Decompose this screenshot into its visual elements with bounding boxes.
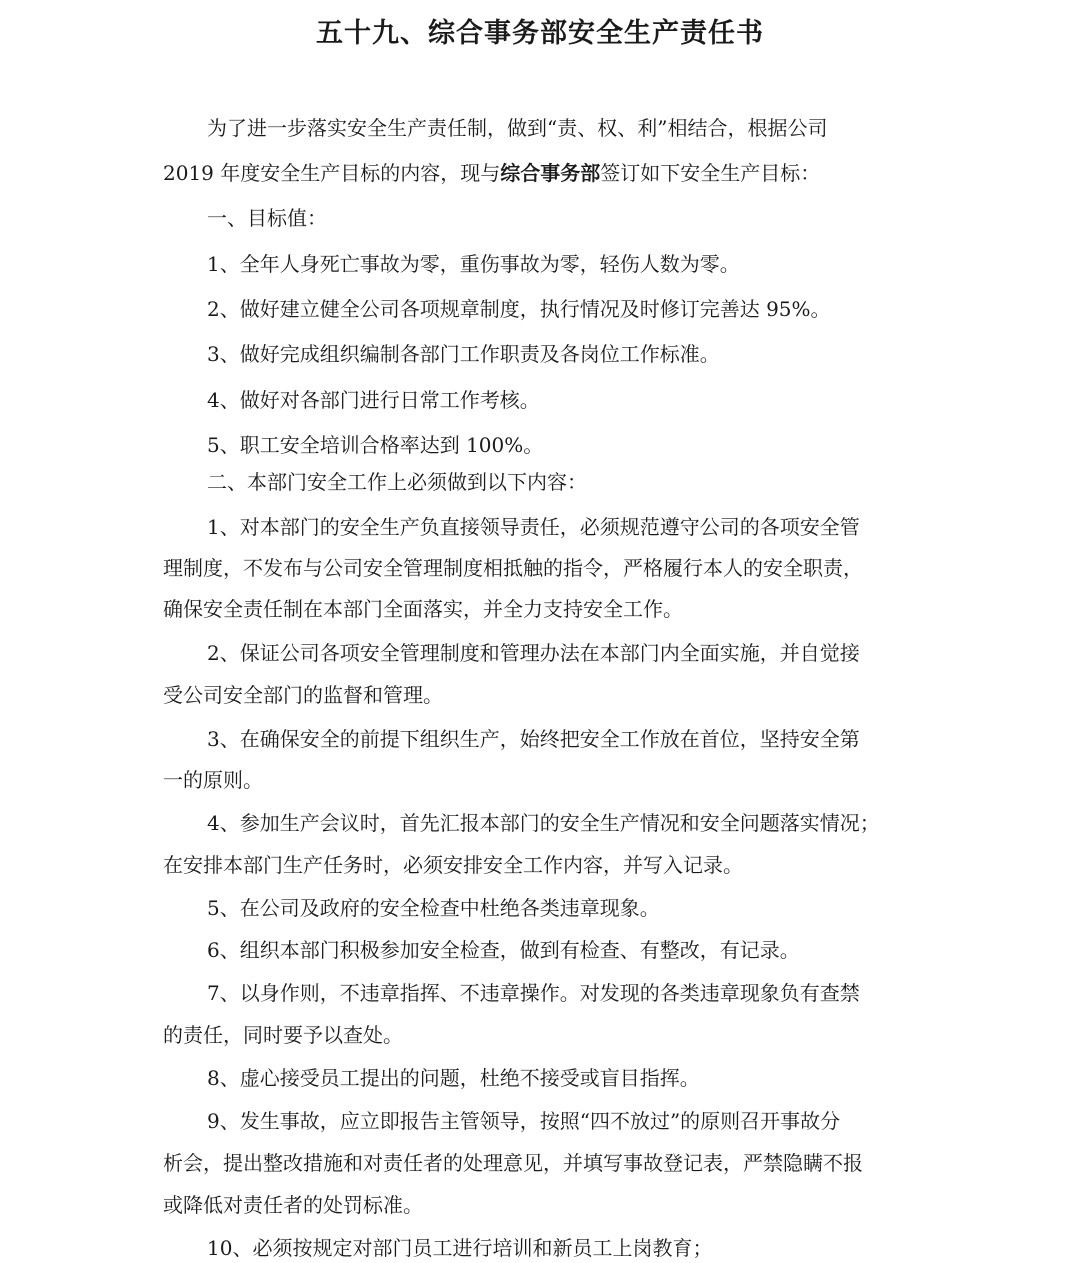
section-heading: 一、目标值：: [207, 206, 327, 230]
duty-line: 受公司安全部门的监督和管理。: [163, 683, 443, 707]
document-title: 五十九、综合事务部安全生产责任书: [316, 18, 764, 49]
target-item: 5、职工安全培训合格率达到 100%。: [207, 433, 544, 457]
duty-line: 7、以身作则，不违章指挥、不违章操作。对发现的各类违章现象负有查禁: [207, 981, 860, 1005]
duty-line: 在安排本部门生产任务时，必须安排安全工作内容，并写入记录。: [163, 853, 743, 877]
duty-line: 2、保证公司各项安全管理制度和管理办法在本部门内全面实施，并自觉接: [207, 641, 860, 665]
duty-line: 5、在公司及政府的安全检查中杜绝各类违章现象。: [207, 896, 660, 920]
duty-line: 一的原则。: [163, 768, 263, 792]
target-item: 1、全年人身死亡事故为零，重伤事故为零，轻伤人数为零。: [207, 252, 740, 276]
duty-line: 9、发生事故，应立即报告主管领导，按照“四不放过”的原则召开事故分: [207, 1109, 841, 1133]
duty-line: 析会，提出整改措施和对责任者的处理意见，并填写事故登记表，严禁隐瞒不报: [163, 1151, 863, 1175]
duty-line: 3、在确保安全的前提下组织生产，始终把安全工作放在首位，坚持安全第: [207, 727, 860, 751]
duty-line: 的责任，同时要予以查处。: [163, 1023, 403, 1047]
duty-line: 4、参加生产会议时，首先汇报本部门的安全生产情况和安全问题落实情况；: [207, 811, 880, 835]
intro-line-1: 为了进一步落实安全生产责任制，做到“责、权、利”相结合，根据公司: [207, 116, 828, 140]
duty-line: 或降低对责任者的处罚标准。: [163, 1193, 423, 1217]
section-heading: 二、本部门安全工作上必须做到以下内容：: [207, 470, 587, 494]
duty-line: 1、对本部门的安全生产负直接领导责任，必须规范遵守公司的各项安全管: [207, 515, 860, 539]
duty-line: 10、必须按规定对部门员工进行培训和新员工上岗教育；: [207, 1236, 713, 1260]
duty-line: 6、组织本部门积极参加安全检查，做到有检查、有整改，有记录。: [207, 938, 800, 962]
department-name: 综合事务部: [500, 161, 601, 185]
target-item: 3、做好完成组织编制各部门工作职责及各岗位工作标准。: [207, 342, 720, 366]
duty-line: 理制度，不发布与公司安全管理制度相抵触的指令，严格履行本人的安全职责，: [163, 556, 863, 580]
duty-line: 8、虚心接受员工提出的问题，杜绝不接受或盲目指挥。: [207, 1066, 700, 1090]
target-item: 2、做好建立健全公司各项规章制度，执行情况及时修订完善达 95%。: [207, 297, 831, 321]
duty-line: 确保安全责任制在本部门全面落实，并全力支持安全工作。: [163, 597, 683, 621]
intro-text: 签订如下安全生产目标：: [600, 161, 821, 185]
target-item: 4、做好对各部门进行日常工作考核。: [207, 388, 540, 412]
intro-text: 2019 年度安全生产目标的内容，现与: [163, 161, 501, 185]
intro-line-2: [163, 158, 820, 188]
